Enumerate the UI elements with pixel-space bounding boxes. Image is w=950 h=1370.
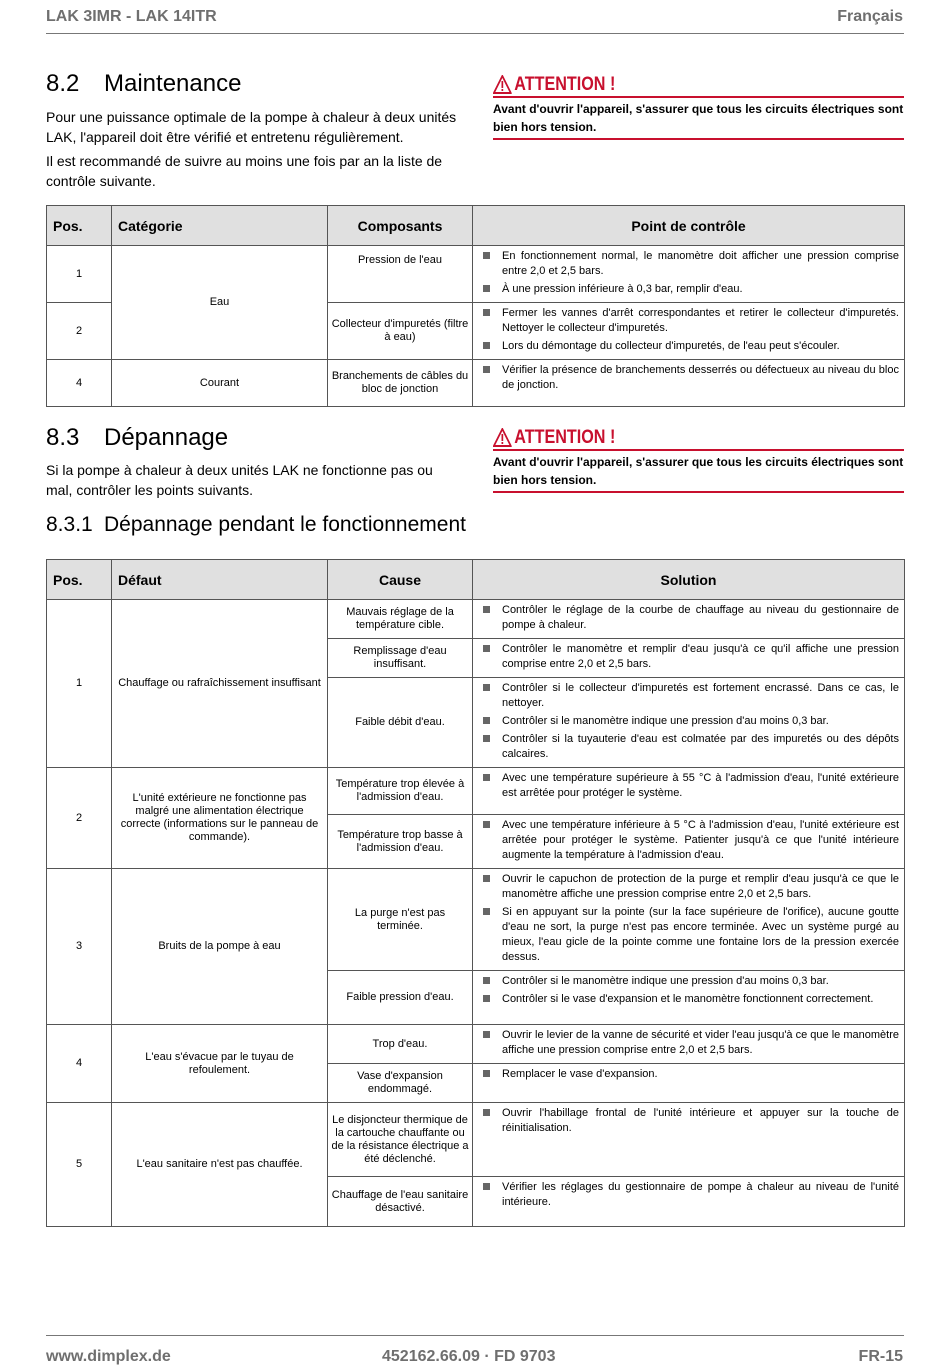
table-row: Faible pression d'eau. Contrôler si le manomètre indique une pression d'au moins 0,3 bar. Contrôler si le vase d'expansion et le manomètre fonctionnent correctement. bbox=[47, 971, 905, 1025]
table-row: 2 Collecteur d'impuretés (filtre à eau) Fermer les vannes d'arrêt correspondantes et retirer le collecteur d'impuretés. Nettoyer le collecteur d'impuretés. Lors du démontage du collecteur d'impuretés, de l'eau peut s'écouler. bbox=[47, 303, 905, 360]
footer-website: www.dimplex.de bbox=[46, 1348, 171, 1365]
attention-box-troubleshooting: ATTENTION ! Avant d'ouvrir l'appareil, s'assurer que tous les circuits électriques sont bien hors tension. bbox=[493, 427, 904, 493]
table-row: Remplissage d'eau insuffisant. Contrôler le manomètre et remplir d'eau jusqu'à ce qu'il affiche une pression comprise entre 2,0 et 2,5 bars. bbox=[47, 639, 905, 678]
footer-rule bbox=[46, 1335, 904, 1336]
table-row: 3 Bruits de la pompe à eau La purge n'est pas terminée. Ouvrir le capuchon de protection de la purge et remplir d'eau jusqu'à ce que le manomètre affiche une pression comprise entre 2,0 et 2,5 bars. Si en appuyant sur la pointe (sur la face supérieure de l'orifice), aucune goutte d'eau ne sort, la purge n'est pas encore terminée. Avec un système purgé au mieux, l'eau gicle de la pointe comme une fontaine lors de la pression exercée dessus. bbox=[47, 869, 905, 971]
troubleshooting-table bbox=[46, 559, 905, 1227]
table-row: 4 L'eau s'évacue par le tuyau de refoulement. Trop d'eau. Ouvrir le levier de la vanne de sécurité et vider l'eau jusqu'à ce que le manomètre affiche une pression comprise entre 2,0 et 2,5 bars. bbox=[47, 1025, 905, 1064]
footer-page-number: FR-15 bbox=[858, 1348, 903, 1365]
warning-icon bbox=[493, 428, 512, 447]
table-row: Vase d'expansion endommagé. Remplacer le vase d'expansion. bbox=[47, 1064, 905, 1103]
header-rule bbox=[46, 33, 904, 34]
warning-icon bbox=[493, 75, 512, 94]
table-row: 1 Eau Pression de l'eau En fonctionnement normal, le manomètre doit afficher une pression comprise entre 2,0 et 2,5 bars. À une pression inférieure à 0,3 bar, remplir d'eau. bbox=[47, 246, 905, 303]
table-row: 5 L'eau sanitaire n'est pas chauffée. Le disjoncteur thermique de la cartouche chauffante ou de la résistance électrique a été déclenché. Ouvrir l'habillage frontal de l'unité intérieure et appuyer sur la touche de réinitialisation. bbox=[47, 1103, 905, 1177]
table-header-row: Pos. Défaut Cause Solution bbox=[47, 560, 905, 600]
table-header-row: Pos. Catégorie Composants Point de contrôle bbox=[47, 206, 905, 246]
maintenance-intro: Pour une puissance optimale de la pompe à chaleur à deux unités LAK, l'appareil doit être vérifié et entretenu régulièrement. Il est recommandé de suivre au moins une fois par an la liste de contrôle suivante. bbox=[46, 109, 457, 189]
table-row: Chauffage de l'eau sanitaire désactivé. Vérifier les réglages du gestionnaire de pompe à chaleur au niveau de l'unité intérieure. bbox=[47, 1177, 905, 1227]
attention-box-maintenance: ATTENTION ! Avant d'ouvrir l'appareil, s'assurer que tous les circuits électriques sont bien hors tension. bbox=[493, 74, 904, 140]
header-title: LAK 3IMR - LAK 14ITR bbox=[46, 8, 217, 25]
table-row: 2 L'unité extérieure ne fonctionne pas malgré une alimentation électrique correcte (informations sur le panneau de commande). Température trop élevée à l'admission d'eau. Avec une température supérieure à 55 °C à l'admission d'eau, l'unité extérieure est arrêtée pour protéger le système. bbox=[47, 768, 905, 815]
maintenance-checklist-table bbox=[46, 205, 905, 407]
header-language: Français bbox=[837, 8, 903, 25]
section-heading-8-2: 8.2 Maintenance bbox=[46, 70, 242, 97]
table-row: 4 Courant Branchements de câbles du bloc de jonction Vérifier la présence de branchements desserrés ou défectueux au niveau du bloc de jonction. bbox=[47, 360, 905, 407]
table-row: 1 Chauffage ou rafraîchissement insuffisant Mauvais réglage de la température cible. Contrôler le réglage de la courbe de chauffage au niveau du gestionnaire de pompe à chaleur. bbox=[47, 600, 905, 639]
footer-document-number: 452162.66.09 · FD 9703 bbox=[382, 1348, 556, 1365]
table-row: Température trop basse à l'admission d'eau. Avec une température inférieure à 5 °C à l'admission d'eau, l'unité extérieure est arrêtée pour protéger le système. Patienter jusqu'à ce que l'unité intérieure augmente la température à l'admission d'eau. bbox=[47, 815, 905, 869]
table-row: Faible débit d'eau. Contrôler si le collecteur d'impuretés est fortement encrassé. Dans ce cas, le nettoyer. Contrôler si le manomètre indique une pression d'au moins 0,3 bar. Contrôler si la tuyauterie d'eau est colmatée par des impuretés ou des dépôts calcaires. bbox=[47, 678, 905, 768]
section-heading-8-3-1: 8.3.1 Dépannage pendant le fonctionnement bbox=[46, 513, 466, 536]
troubleshooting-intro: Si la pompe à chaleur à deux unités LAK ne fonctionne pas ou mal, contrôler les points suivants. bbox=[46, 462, 433, 498]
section-heading-8-3: 8.3 Dépannage bbox=[46, 424, 229, 451]
